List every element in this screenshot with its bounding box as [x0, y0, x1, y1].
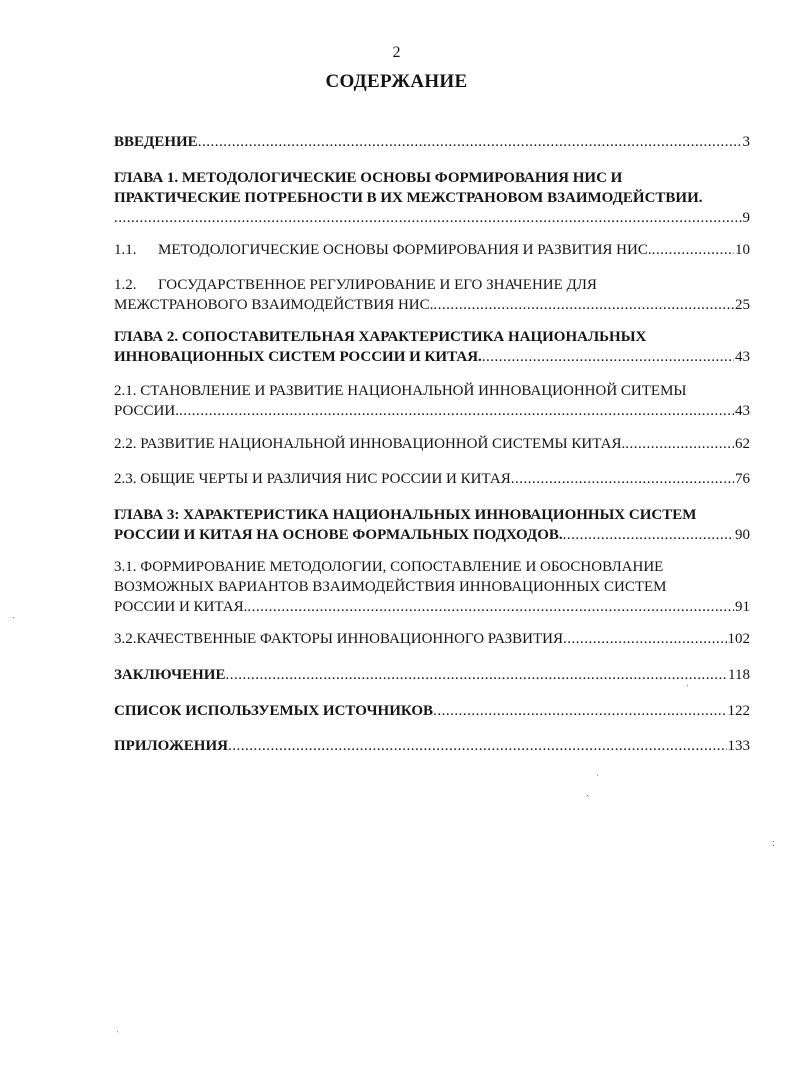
toc-entry-title-line: ИННОВАЦИОННЫХ СИСТЕМ РОССИИ И КИТАЯ.	[114, 349, 482, 365]
toc-page-number: 122	[727, 703, 750, 719]
toc-entry-title-line: 3.1. ФОРМИРОВАНИЕ МЕТОДОЛОГИИ, СОПОСТАВЛЕНИЕ И ОБОСНОВЛАНИЕ	[114, 559, 664, 575]
dot-leader	[652, 240, 734, 260]
toc-entry-title: ВВЕДЕНИЕ	[114, 134, 198, 150]
scan-speck: ˎ	[12, 608, 16, 619]
toc-entry-title-line: ПРАКТИЧЕСКИЕ ПОТРЕБНОСТИ В ИХ МЕЖСТРАНОВОМ ВЗАИМОДЕЙСТВИИ.	[114, 190, 703, 206]
page-title: СОДЕРЖАНИЕ	[325, 71, 468, 92]
toc-page-number: 91	[735, 599, 750, 615]
page-number: 2	[392, 44, 401, 61]
toc-entry-chapter-2[interactable]	[114, 327, 750, 367]
dot-leader	[563, 629, 726, 649]
toc-page-number: 10	[735, 242, 750, 258]
dot-leader	[482, 347, 734, 367]
toc-entry-title-line: МЕЖСТРАНОВОГО ВЗАИМОДЕЙСТВИЯ НИС.	[114, 297, 434, 313]
toc-entry-introduction[interactable]	[114, 132, 750, 152]
toc-entry-title-line	[114, 275, 750, 295]
toc-entry-title-line: ГЛАВА 3: ХАРАКТЕРИСТИКА НАЦИОНАЛЬНЫХ ИННОВАЦИОННЫХ СИСТЕМ	[114, 507, 697, 523]
scan-speck: ˌ	[116, 1022, 120, 1033]
dot-leader	[625, 434, 734, 454]
toc-entry-title	[114, 240, 652, 260]
toc-entry-title-line: РОССИИ И КИТАЯ.	[114, 599, 248, 615]
toc-page-number: 102	[727, 631, 750, 647]
dot-leader	[179, 401, 734, 421]
toc-entry-title: ПРИЛОЖЕНИЯ	[114, 738, 228, 754]
toc-entry-section-3-1[interactable]	[114, 557, 750, 617]
toc-page-number: 62	[735, 436, 750, 452]
toc-entry-title-line: ГЛАВА 2. СОПОСТАВИТЕЛЬНАЯ ХАРАКТЕРИСТИКА НАЦИОНАЛЬНЫХ	[114, 329, 647, 345]
toc-entry-conclusion[interactable]	[114, 665, 750, 685]
toc-entry-section-2-1[interactable]	[114, 381, 750, 421]
dot-leader	[433, 295, 734, 315]
toc-entry-title-line: 2.1. СТАНОВЛЕНИЕ И РАЗВИТИЕ НАЦИОНАЛЬНОЙ ИННОВАЦИОННОЙ СИТЕМЫ	[114, 383, 687, 399]
section-title: МЕТОДОЛОГИЧЕСКИЕ ОСНОВЫ ФОРМИРОВАНИЯ И РАЗВИТИЯ НИС.	[158, 242, 652, 258]
toc-entry-section-1-2[interactable]	[114, 275, 750, 315]
toc-page-number: 133	[727, 738, 750, 754]
toc-entry-title-line: ГЛАВА 1. МЕТОДОЛОГИЧЕСКИЕ ОСНОВЫ ФОРМИРОВАНИЯ НИС И	[114, 170, 623, 186]
toc-page-number: 76	[735, 471, 750, 487]
scan-speck: ˊ	[596, 774, 600, 785]
scan-speck: :	[772, 838, 775, 849]
section-number: 1.1.	[114, 242, 137, 258]
toc-entry-section-3-2[interactable]	[114, 629, 750, 649]
dot-leader	[511, 469, 734, 489]
toc-page-number: 3	[742, 134, 750, 150]
section-title: ГОСУДАРСТВЕННОЕ РЕГУЛИРОВАНИЕ И ЕГО ЗНАЧЕНИЕ ДЛЯ	[158, 277, 597, 293]
dot-leader	[225, 665, 727, 685]
toc-entry-section-1-1[interactable]	[114, 240, 750, 260]
toc-page-number: 9	[742, 210, 750, 226]
toc-page-number: 118	[728, 667, 750, 683]
toc-entry-section-2-3[interactable]	[114, 469, 750, 489]
toc-entry-title: 2.2. РАЗВИТИЕ НАЦИОНАЛЬНОЙ ИННОВАЦИОННОЙ СИСТЕМЫ КИТАЯ.	[114, 436, 626, 452]
dot-leader	[247, 597, 734, 617]
toc-page-number: 43	[735, 403, 750, 419]
toc-page-number: 90	[735, 527, 750, 543]
toc-page-number: 43	[735, 349, 750, 365]
section-number: 1.2.	[114, 277, 137, 293]
scan-speck: ˎ	[586, 786, 590, 797]
dot-leader	[433, 701, 726, 721]
toc-entry-appendix[interactable]	[114, 736, 750, 756]
dot-leader	[228, 736, 727, 756]
toc-entry-title-line: РОССИИ.	[114, 403, 179, 419]
toc-entry-chapter-3[interactable]	[114, 505, 750, 545]
scan-speck: ˈ	[686, 684, 690, 695]
dot-leader	[114, 208, 742, 228]
toc-entry-chapter-1[interactable]	[114, 168, 750, 228]
toc-entry-title-line: ВОЗМОЖНЫХ ВАРИАНТОВ ВЗАИМОДЕЙСТВИЯ ИННОВАЦИОННЫХ СИСТЕМ	[114, 579, 667, 595]
toc-entry-title: СПИСОК ИСПОЛЬЗУЕМЫХ ИСТОЧНИКОВ	[114, 703, 434, 719]
toc-page-number: 25	[735, 297, 750, 313]
toc-entry-title: 3.2.КАЧЕСТВЕННЫЕ ФАКТОРЫ ИННОВАЦИОННОГО РАЗВИТИЯ	[114, 631, 564, 647]
toc-entry-title: ЗАКЛЮЧЕНИЕ	[114, 667, 226, 683]
toc-entry-title: 2.3. ОБЩИЕ ЧЕРТЫ И РАЗЛИЧИЯ НИС РОССИИ И КИТАЯ	[114, 471, 511, 487]
toc-entry-title-line: РОССИИ И КИТАЯ НА ОСНОВЕ ФОРМАЛЬНЫХ ПОДХОДОВ.	[114, 527, 563, 543]
toc-entry-sources[interactable]	[114, 701, 750, 721]
dot-leader	[198, 132, 742, 152]
dot-leader	[563, 525, 734, 545]
toc-entry-section-2-2[interactable]	[114, 434, 750, 454]
